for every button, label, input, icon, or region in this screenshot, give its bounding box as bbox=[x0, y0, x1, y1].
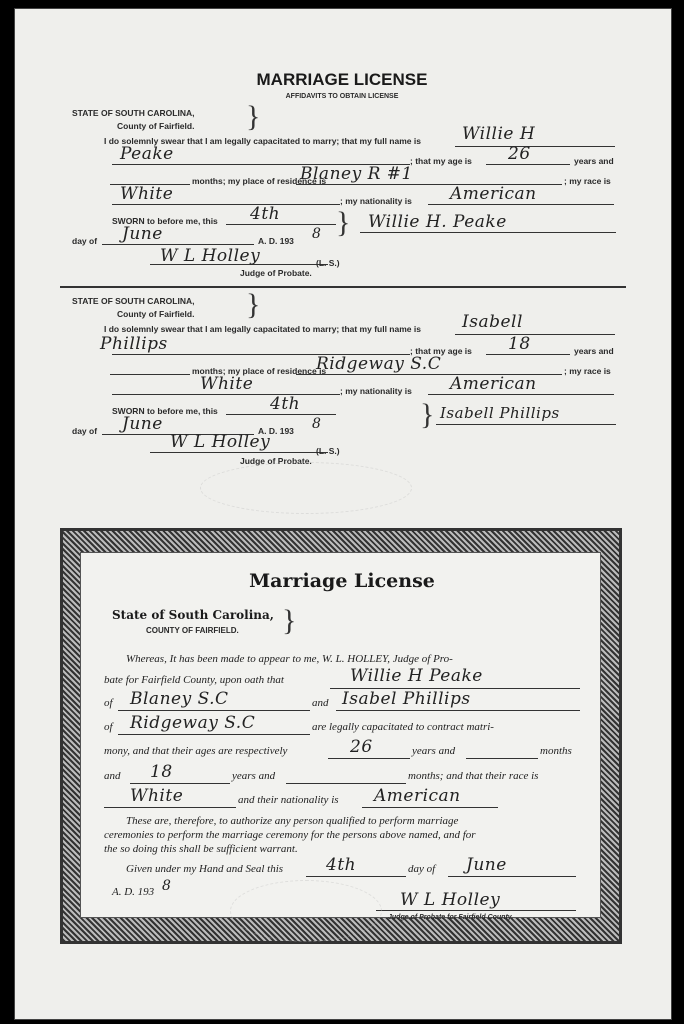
license-mony-line: mony, and that their ages are respectively bbox=[104, 745, 288, 757]
license-groom-age: 26 bbox=[350, 737, 373, 757]
section-divider bbox=[60, 286, 626, 288]
license-auth-1: These are, therefore, to authorize any person qualified to perform marriage bbox=[126, 815, 459, 827]
license-ad: A. D. 193 bbox=[112, 886, 155, 898]
bride-residence: Ridgeway S.C bbox=[316, 354, 442, 374]
license-nationality: American bbox=[374, 786, 461, 806]
groom-name-first: Willie H bbox=[462, 124, 536, 144]
license-day: 4th bbox=[326, 855, 357, 875]
bride-judge-label: Judge of Probate. bbox=[240, 456, 312, 466]
bride-county: County of Fairfield. bbox=[117, 309, 195, 319]
bride-sworn-day: 4th bbox=[270, 394, 301, 414]
bride-race-label: ; my race is bbox=[564, 366, 611, 376]
license-of-2: of bbox=[104, 721, 113, 733]
bride-ls: (L. S.) bbox=[316, 446, 340, 456]
document-subtitle: AFFIDAVITS TO OBTAIN LICENSE bbox=[285, 93, 399, 100]
groom-age-label: ; that my age is bbox=[410, 156, 472, 166]
license-bride-name: Isabel Phillips bbox=[342, 689, 471, 709]
bride-swear-text: I do solemnly swear that I am legally capacitated to marry; that my full name is bbox=[104, 324, 421, 334]
license-brace: } bbox=[282, 604, 297, 637]
license-judge-footer: Judge of Probate for Fairfield County. bbox=[388, 914, 514, 921]
license-year: 8 bbox=[162, 878, 172, 894]
groom-nationality-label: ; my nationality is bbox=[340, 196, 412, 206]
bride-name-first: Isabell bbox=[462, 312, 523, 332]
bride-years-and: years and bbox=[574, 346, 614, 356]
license-months-race: months; and that their race is bbox=[408, 770, 539, 782]
license-capacitated: are legally capacitated to contract matri- bbox=[312, 721, 494, 733]
groom-name-last: Peake bbox=[120, 144, 174, 164]
license-title: Marriage License bbox=[249, 570, 435, 592]
license-months-1: months bbox=[540, 745, 572, 757]
groom-sworn-label: SWORN to before me, this bbox=[112, 216, 218, 226]
groom-swear-text: I do solemnly swear that I am legally capacitated to marry; that my full name is bbox=[104, 136, 421, 146]
bride-nationality: American bbox=[450, 374, 537, 394]
license-judge-signature: W L Holley bbox=[400, 890, 501, 910]
groom-race-label: ; my race is bbox=[564, 176, 611, 186]
groom-brace: } bbox=[246, 100, 261, 133]
bride-race: White bbox=[200, 374, 254, 394]
license-month: June bbox=[466, 855, 507, 875]
groom-brace-2: } bbox=[336, 206, 351, 239]
license-auth-3: the so doing this shall be sufficient warrant. bbox=[104, 843, 298, 855]
embossed-seal-2 bbox=[230, 880, 382, 942]
bride-brace: } bbox=[246, 288, 261, 321]
bride-sworn-label: SWORN to before me, this bbox=[112, 406, 218, 416]
bride-judge-signature: W L Holley bbox=[170, 432, 271, 452]
groom-county: County of Fairfield. bbox=[117, 121, 195, 131]
license-years-and-1: years and bbox=[412, 745, 456, 757]
license-groom-residence: Blaney S.C bbox=[130, 689, 229, 709]
license-race: White bbox=[130, 786, 184, 806]
license-bride-age: 18 bbox=[150, 762, 173, 782]
groom-signature: Willie H. Peake bbox=[368, 212, 507, 232]
license-and-1: and bbox=[312, 697, 329, 709]
groom-ad-label: A. D. 193 bbox=[258, 236, 294, 246]
groom-judge-label: Judge of Probate. bbox=[240, 268, 312, 278]
groom-months-label: months; my place of residence is bbox=[192, 176, 327, 186]
license-years-and-2: years and bbox=[232, 770, 276, 782]
groom-years-and: years and bbox=[574, 156, 614, 166]
bride-months-label: months; my place of residence is bbox=[192, 366, 327, 376]
groom-age: 26 bbox=[508, 144, 531, 164]
license-bride-residence: Ridgeway S.C bbox=[130, 713, 256, 733]
license-auth-2: ceremonies to perform the marriage ceremony for the persons above named, and for bbox=[104, 829, 476, 841]
license-given: Given under my Hand and Seal this bbox=[126, 863, 284, 875]
bride-state: STATE OF SOUTH CAROLINA, bbox=[72, 296, 195, 306]
bride-signature: Isabell Phillips bbox=[440, 404, 560, 422]
groom-sworn-day: 4th bbox=[250, 204, 281, 224]
license-nationality-text: and their nationality is bbox=[238, 794, 339, 806]
groom-sworn-month: June bbox=[122, 224, 163, 244]
license-of-1: of bbox=[104, 697, 113, 709]
license-county: COUNTY OF FAIRFIELD. bbox=[146, 626, 239, 635]
groom-residence: Blaney R #1 bbox=[300, 164, 413, 184]
groom-race: White bbox=[120, 184, 174, 204]
license-line-1: Whereas, It has been made to appear to me, W. L. HOLLEY, Judge of Pro- bbox=[126, 653, 453, 665]
groom-state: STATE OF SOUTH CAROLINA, bbox=[72, 108, 195, 118]
bride-ad-label: A. D. 193 bbox=[258, 426, 294, 436]
bride-age-label: ; that my age is bbox=[410, 346, 472, 356]
license-groom-name: Willie H Peake bbox=[350, 666, 483, 686]
bride-day-of: day of bbox=[72, 426, 98, 436]
bride-age: 18 bbox=[508, 334, 531, 354]
groom-nationality: American bbox=[450, 184, 537, 204]
bride-name-last: Phillips bbox=[100, 334, 168, 354]
bride-sworn-month: June bbox=[122, 414, 163, 434]
groom-day-of: day of bbox=[72, 236, 98, 246]
groom-year: 8 bbox=[312, 226, 322, 242]
embossed-seal bbox=[200, 462, 412, 514]
bride-nationality-label: ; my nationality is bbox=[340, 386, 412, 396]
license-state: State of South Carolina, bbox=[112, 608, 274, 622]
groom-ls: (L. S.) bbox=[316, 258, 340, 268]
license-day-of: day of bbox=[408, 863, 436, 875]
license-line-2: bate for Fairfield County, upon oath that bbox=[104, 674, 284, 686]
document-title: MARRIAGE LICENSE bbox=[256, 70, 428, 89]
groom-judge-signature: W L Holley bbox=[160, 246, 261, 266]
bride-brace-2: } bbox=[420, 398, 435, 431]
bride-year: 8 bbox=[312, 416, 322, 432]
license-and-2: and bbox=[104, 770, 121, 782]
